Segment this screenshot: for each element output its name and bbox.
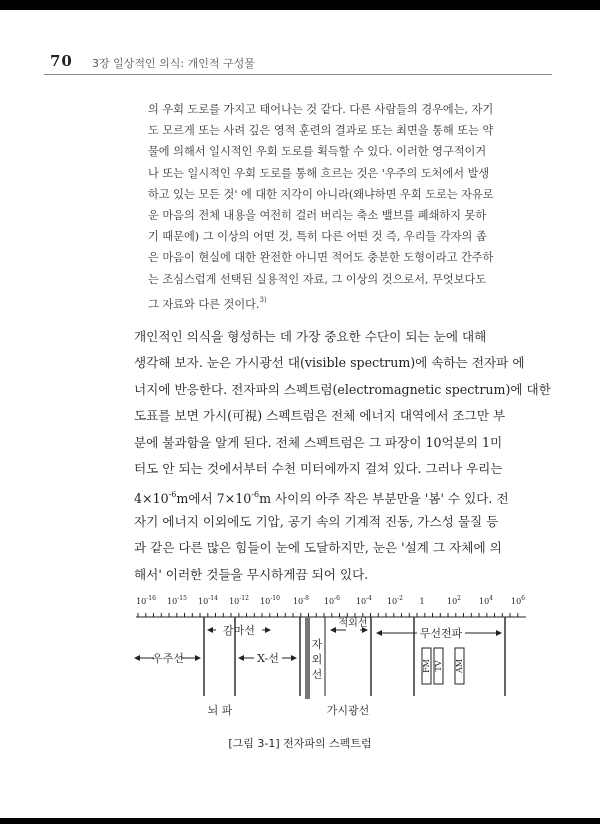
body-line: 자기 에너지 이외에도 기압, 공기 속의 기계적 진동, 가스성 물질 등	[134, 513, 499, 529]
band-label-xray: X-선	[257, 652, 279, 665]
arrow-right-icon	[265, 627, 271, 633]
figure-caption: [그림 3-1] 전자파의 스펙트럼	[228, 737, 372, 750]
band-label-infrared: 적외선	[338, 618, 368, 629]
quote-line: 하고 있는 모든 것' 에 대한 지각이 아니라(왜냐하면 우회 도로는 자유로	[148, 187, 494, 201]
range-exp: -6	[251, 490, 260, 500]
range-part: 4×10	[134, 491, 169, 507]
tick-label: $10^2$	[446, 595, 462, 606]
arrow-right-icon	[291, 655, 297, 661]
tick-label: $10^{-6}$	[323, 595, 341, 606]
tick-label: $10^{-14}$	[198, 595, 218, 606]
quote-line: 운 마음의 전체 내용을 여전히 걸러 버리는 축소 밸브를 폐쇄하지 못하	[148, 208, 487, 222]
tick-label: $10^{-2}$	[386, 595, 404, 606]
tick-label: $10^{-10}$	[260, 595, 280, 606]
arrow-left-icon	[238, 655, 244, 661]
tick-label: $10^{-12}$	[229, 595, 249, 606]
minor-ticks	[138, 613, 518, 617]
band-label-uv-char: 외	[311, 653, 323, 666]
band-label-tv: TV	[434, 660, 443, 672]
page-number: 70	[50, 52, 73, 70]
tick-labels	[136, 595, 525, 606]
body-line: 분에 불과함을 알게 된다. 전체 스펙트럼은 그 파장이 10억분의 1미	[134, 434, 503, 450]
band-label-visible: 가시광선	[326, 704, 370, 717]
quote-line: 나 또는 일시적인 우회 도로를 통해 흐르는 것은 '우주의 도처에서 발생	[148, 166, 490, 180]
header-rule	[44, 74, 552, 75]
body-line: 해서' 이러한 것들을 무시하게끔 되어 있다.	[134, 566, 369, 582]
body-paragraph	[134, 324, 551, 588]
range-exp: -6	[168, 490, 177, 500]
tick-label: 1	[419, 597, 425, 606]
tick-label: $10^{-4}$	[355, 595, 373, 606]
body-line: 개인적인 의식을 형성하는 데 가장 중요한 수단이 되는 눈에 대해	[134, 329, 487, 344]
running-head: 3장 일상적인 의식: 개인적 구성물	[92, 57, 255, 70]
quote-line: 은 마음이 현실에 대한 완전한 아니면 적어도 충분한 도형이라고 간주하	[148, 251, 494, 265]
band-label-gamma: 감마선	[223, 624, 255, 637]
arrow-left-icon	[376, 630, 382, 636]
quote-line: 는 조심스럽게 선택된 실용적인 자료, 그 이상의 것으로서, 무엇보다도	[148, 272, 487, 286]
band-label-uv-char: 자	[311, 638, 323, 651]
quote-line: 물에 의해서 일시적인 우회 도로를 획득할 수 있다. 이러한 영구적이거	[148, 145, 487, 159]
quote-line: 의 우회 도로를 가지고 태어나는 것 같다. 다른 사람들의 경우에는, 자기	[148, 103, 494, 116]
quote-last-text: 그 자료와 다른 것이다.	[148, 297, 260, 311]
band-label-radio: 무선전파	[419, 627, 463, 640]
arrow-left-icon	[330, 627, 336, 633]
body-line: 도표를 보면 가시(可視) 스펙트럼은 전체 에너지 대역에서 조그만 부	[134, 408, 506, 424]
block-quote	[148, 99, 521, 311]
spectrum-diagram	[128, 588, 528, 730]
body-line: 과 같은 다른 많은 힘들이 눈에 도달하지만, 눈은 '설계 그 자체에 의	[134, 540, 502, 556]
quote-last-line	[148, 290, 521, 311]
tick-label: $10^{-8}$	[292, 595, 310, 606]
quote-line: 기 때문에) 그 이상의 어떤 것, 특히 다른 어떤 것 즉, 우리들 각자의 좁	[148, 230, 487, 244]
tick-label: $10^{-16}$	[136, 595, 156, 606]
arrow-right-icon	[496, 630, 502, 636]
visible-band	[305, 617, 310, 699]
band-label-fm: FM	[422, 659, 431, 673]
band-label-am: AM	[455, 659, 464, 673]
arrow-left-icon	[207, 627, 213, 633]
top-border	[0, 0, 600, 10]
band-label-brain: 뇌 파	[207, 704, 233, 717]
body-line: 생각해 보자. 눈은 가시광선 대(visible spectrum)에 속하는 전자파 에	[134, 355, 525, 371]
tick-label: $10^{-15}$	[167, 595, 187, 606]
body-line: 너지에 반응한다. 전자파의 스펙트럼(electromagnetic spectrum)에 대한	[134, 381, 551, 397]
range-part: m에서 7×10	[176, 491, 252, 507]
footnote-ref: 3)	[259, 295, 267, 304]
range-part: m 사이의 아주 작은 부분만을 '봄' 수 있다. 전	[259, 491, 509, 507]
band-label-uv-char: 선	[311, 668, 323, 681]
tick-label: $10^4$	[478, 595, 494, 606]
quote-line: 도 모르게 또는 사려 깊은 영적 훈련의 결과로 또는 최면을 통해 또는 약	[148, 124, 494, 138]
body-line: 터도 안 되는 것에서부터 수천 미터에까지 걸쳐 있다. 그러나 우리는	[134, 460, 503, 476]
tick-label: $10^6$	[510, 595, 526, 606]
arrow-left-icon	[134, 655, 140, 661]
body-range-line	[134, 482, 538, 508]
bottom-border	[0, 818, 600, 824]
arrow-right-icon	[195, 655, 201, 661]
band-label-cosmic: 우주선	[152, 652, 184, 665]
